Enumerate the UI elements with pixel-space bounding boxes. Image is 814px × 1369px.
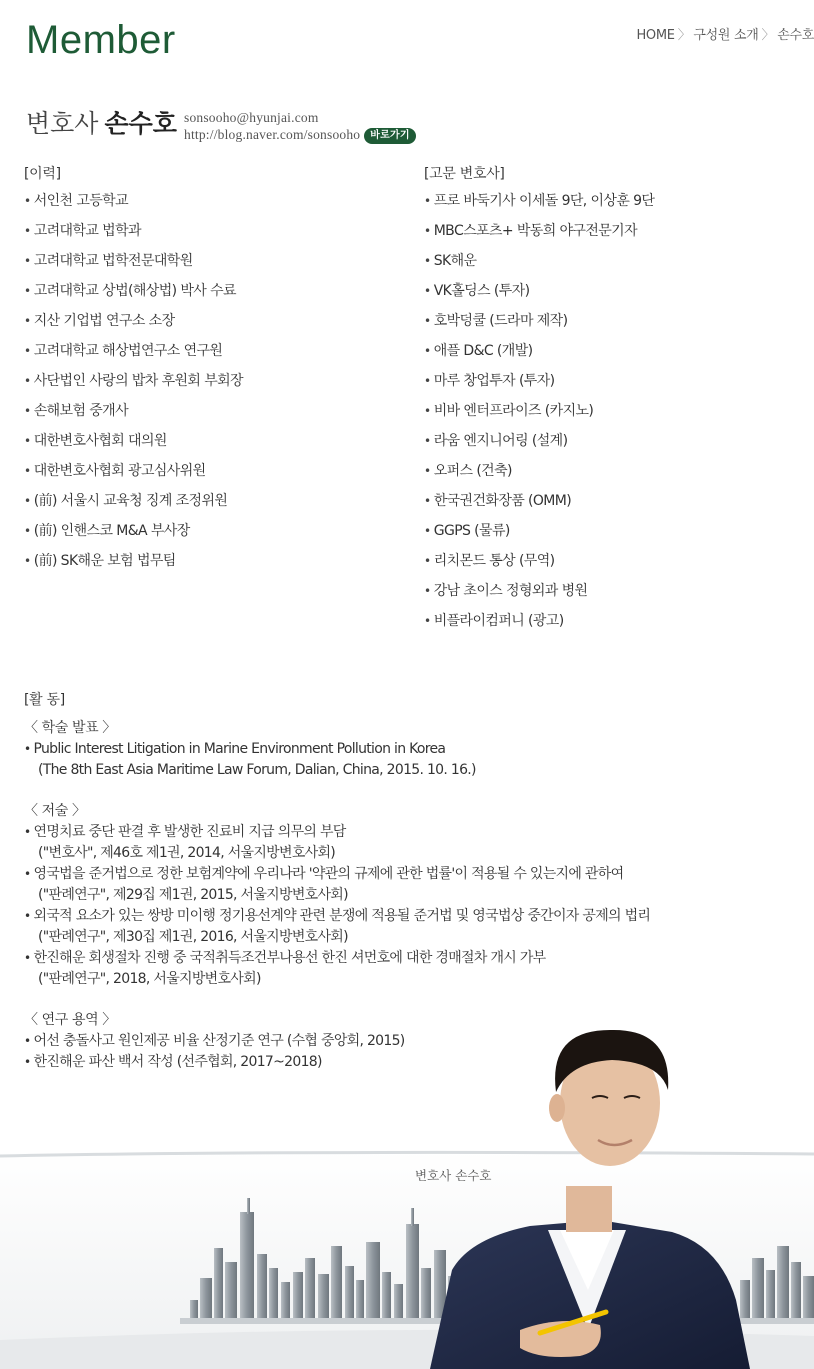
list-item: • 라움 엔지니어링 (설계) bbox=[424, 432, 654, 462]
career-heading: [이력] bbox=[24, 166, 61, 182]
blog-go-button[interactable]: 바로가기 bbox=[364, 128, 415, 144]
list-item: • 애플 D&C (개발) bbox=[424, 342, 654, 372]
list-item: • 한진해운 파산 백서 작성 (선주협회, 2017~2018) bbox=[24, 1052, 804, 1073]
breadcrumb-members[interactable]: 구성원 소개 bbox=[693, 28, 759, 43]
list-item: • 고려대학교 해상법연구소 연구원 bbox=[24, 342, 243, 372]
activities-heading: [활 동] bbox=[24, 692, 65, 708]
list-item: • 리치몬드 통상 (무역) bbox=[424, 552, 654, 582]
list-item: • (前) 인핸스코 M&A 부사장 bbox=[24, 522, 243, 552]
list-item: • 사단법인 사랑의 밥차 후원회 부회장 bbox=[24, 372, 243, 402]
entry-source: ("판례연구", 제29집 제1권, 2015, 서울지방변호사회) bbox=[38, 887, 348, 903]
advisory-heading: [고문 변호사] bbox=[424, 166, 505, 182]
list-item: • 지산 기업법 연구소 소장 bbox=[24, 312, 243, 342]
list-item: • VK홀딩스 (투자) bbox=[424, 282, 654, 312]
list-item: • 대한변호사협회 대의원 bbox=[24, 432, 243, 462]
list-item: • 오퍼스 (건축) bbox=[424, 462, 654, 492]
list-item: • 강남 초이스 정형외과 병원 bbox=[424, 582, 654, 612]
list-item: • 고려대학교 법학과 bbox=[24, 222, 243, 252]
entry-source: ("변호사", 제46호 제1권, 2014, 서울지방변호사회) bbox=[38, 845, 336, 861]
email-link[interactable]: sonsooho@hyunjai.com bbox=[184, 110, 319, 125]
list-item: • 한국권건화장품 (OMM) bbox=[424, 492, 654, 522]
page-title: Member bbox=[26, 18, 176, 62]
entry-source: ("판례연구", 제30집 제1권, 2016, 서울지방변호사회) bbox=[38, 929, 348, 945]
breadcrumb-current: 손수호 bbox=[777, 28, 814, 43]
list-item: • (前) 서울시 교육청 징계 조정위원 bbox=[24, 492, 243, 522]
list-item: • 호박덩쿨 (드라마 제작) bbox=[424, 312, 654, 342]
research-heading: 〈 연구 용역 〉 bbox=[24, 1012, 116, 1028]
entry-title: Public Interest Litigation in Marine Environment Pollution in Korea bbox=[33, 741, 446, 757]
entry-source: ("판례연구", 2018, 서울지방변호사회) bbox=[38, 971, 261, 987]
entry-title: 연명치료 중단 판결 후 발생한 진료비 지급 의무의 부담 bbox=[33, 824, 346, 840]
profile-person-name: 손수호 bbox=[104, 109, 177, 138]
portrait-caption: 변호사 손수호 bbox=[415, 1168, 492, 1183]
list-item: • 마루 창업투자 (투자) bbox=[424, 372, 654, 402]
list-item: • 대한변호사협회 광고심사위원 bbox=[24, 462, 243, 492]
list-item: • 고려대학교 상법(해상법) 박사 수료 bbox=[24, 282, 243, 312]
profile-role: 변호사 bbox=[26, 109, 99, 138]
breadcrumb-home[interactable]: HOME bbox=[636, 28, 675, 43]
list-item: • 고려대학교 법학전문대학원 bbox=[24, 252, 243, 282]
presentations-heading: 〈 학술 발표 〉 bbox=[24, 720, 116, 736]
chevron-right-icon: 〉 bbox=[677, 28, 691, 43]
list-item: • 서인천 고등학교 bbox=[24, 192, 243, 222]
list-item: • SK해운 bbox=[424, 252, 654, 282]
chevron-right-icon: 〉 bbox=[761, 28, 775, 43]
writings-heading: 〈 저술 〉 bbox=[24, 803, 86, 819]
list-item: • 비플라이컴퍼니 (광고) bbox=[424, 612, 654, 642]
list-item: • (前) SK해운 보험 법무팀 bbox=[24, 552, 243, 582]
blog-link[interactable]: http://blog.naver.com/sonsooho bbox=[184, 127, 361, 142]
entry-title: 한진해운 회생절차 진행 중 국적취득조건부나용선 한진 셔먼호에 대한 경매절차 개시 가부 bbox=[33, 950, 546, 966]
list-item: • MBC스포츠+ 박동희 야구전문기자 bbox=[424, 222, 654, 252]
entry-title: 영국법을 준거법으로 정한 보험계약에 우리나라 '약관의 규제에 관한 법률'이 적용될 수 있는지에 관하여 bbox=[33, 866, 624, 882]
list-item: • 손해보험 중개사 bbox=[24, 402, 243, 432]
entry-source: (The 8th East Asia Maritime Law Forum, Dalian, China, 2015. 10. 16.) bbox=[38, 762, 476, 778]
list-item: • 프로 바둑기사 이세돌 9단, 이상훈 9단 bbox=[424, 192, 654, 222]
entry-title: 외국적 요소가 있는 쌍방 미이행 정기용선계약 관련 분쟁에 적용될 준거법 및 영국법상 중간이자 공제의 법리 bbox=[33, 908, 651, 924]
list-item: • GGPS (물류) bbox=[424, 522, 654, 552]
list-item: • 비바 엔터프라이즈 (카지노) bbox=[424, 402, 654, 432]
list-item: • 어선 충돌사고 원인제공 비율 산정기준 연구 (수협 중앙회, 2015) bbox=[24, 1031, 804, 1052]
